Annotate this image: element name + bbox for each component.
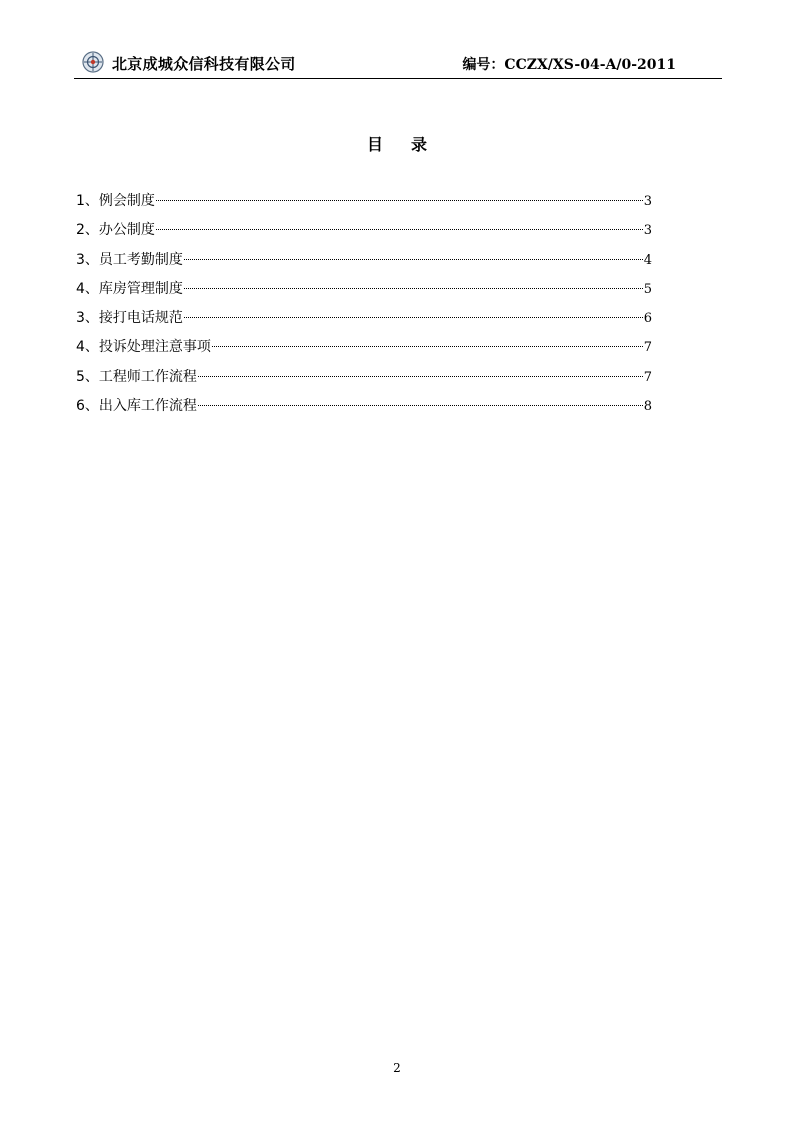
toc-entry[interactable] xyxy=(76,249,652,278)
toc-entry-label: 3、接打电话规范 xyxy=(76,310,183,327)
toc-entry-label: 1、例会制度 xyxy=(76,193,155,209)
toc-entry-page: 7 xyxy=(643,340,652,356)
toc-entry[interactable] xyxy=(76,219,652,248)
company-name: 北京成城众信科技有限公司 xyxy=(112,55,296,73)
toc-entry-label: 5、工程师工作流程 xyxy=(76,368,197,385)
toc-entry-label: 4、库房管理制度 xyxy=(76,280,183,297)
toc-entry-label: 6、出入库工作流程 xyxy=(76,398,197,415)
document-number: 编号：CCZX/XS-04-A/0-2011 xyxy=(462,57,676,73)
toc-leader xyxy=(212,346,643,347)
toc-leader xyxy=(198,376,643,377)
toc-entry[interactable] xyxy=(76,307,652,336)
toc-entry[interactable] xyxy=(76,395,652,424)
toc-entry-page: 8 xyxy=(643,399,652,415)
toc-entry-label: 2、办公制度 xyxy=(76,222,155,239)
toc-title-left: 目 xyxy=(366,135,383,154)
company-logo-icon xyxy=(82,51,104,73)
toc-entry[interactable] xyxy=(76,278,652,307)
toc-entry-label: 4、投诉处理注意事项 xyxy=(76,339,211,356)
page-number: 2 xyxy=(393,1061,401,1075)
toc-entry-page: 3 xyxy=(643,223,652,239)
toc-leader xyxy=(156,229,643,230)
toc-entry-page: 4 xyxy=(643,252,652,268)
toc-leader xyxy=(198,405,643,406)
toc-entry-label: 3、员工考勤制度 xyxy=(76,251,183,268)
toc-leader xyxy=(184,317,643,318)
toc-entry-page: 6 xyxy=(643,311,652,327)
toc-entry[interactable] xyxy=(76,366,652,395)
toc-leader xyxy=(156,200,643,201)
toc-entry-page: 7 xyxy=(643,369,652,385)
toc-leader xyxy=(184,259,643,260)
table-of-contents xyxy=(76,190,652,424)
toc-entry[interactable] xyxy=(76,336,652,365)
toc-entry-page: 5 xyxy=(643,281,652,297)
toc-entry[interactable] xyxy=(76,190,652,219)
page-header xyxy=(74,48,722,79)
toc-entry-page: 3 xyxy=(643,194,652,209)
toc-leader xyxy=(184,288,643,289)
toc-title-right: 录 xyxy=(411,135,428,154)
toc-title xyxy=(0,132,794,155)
